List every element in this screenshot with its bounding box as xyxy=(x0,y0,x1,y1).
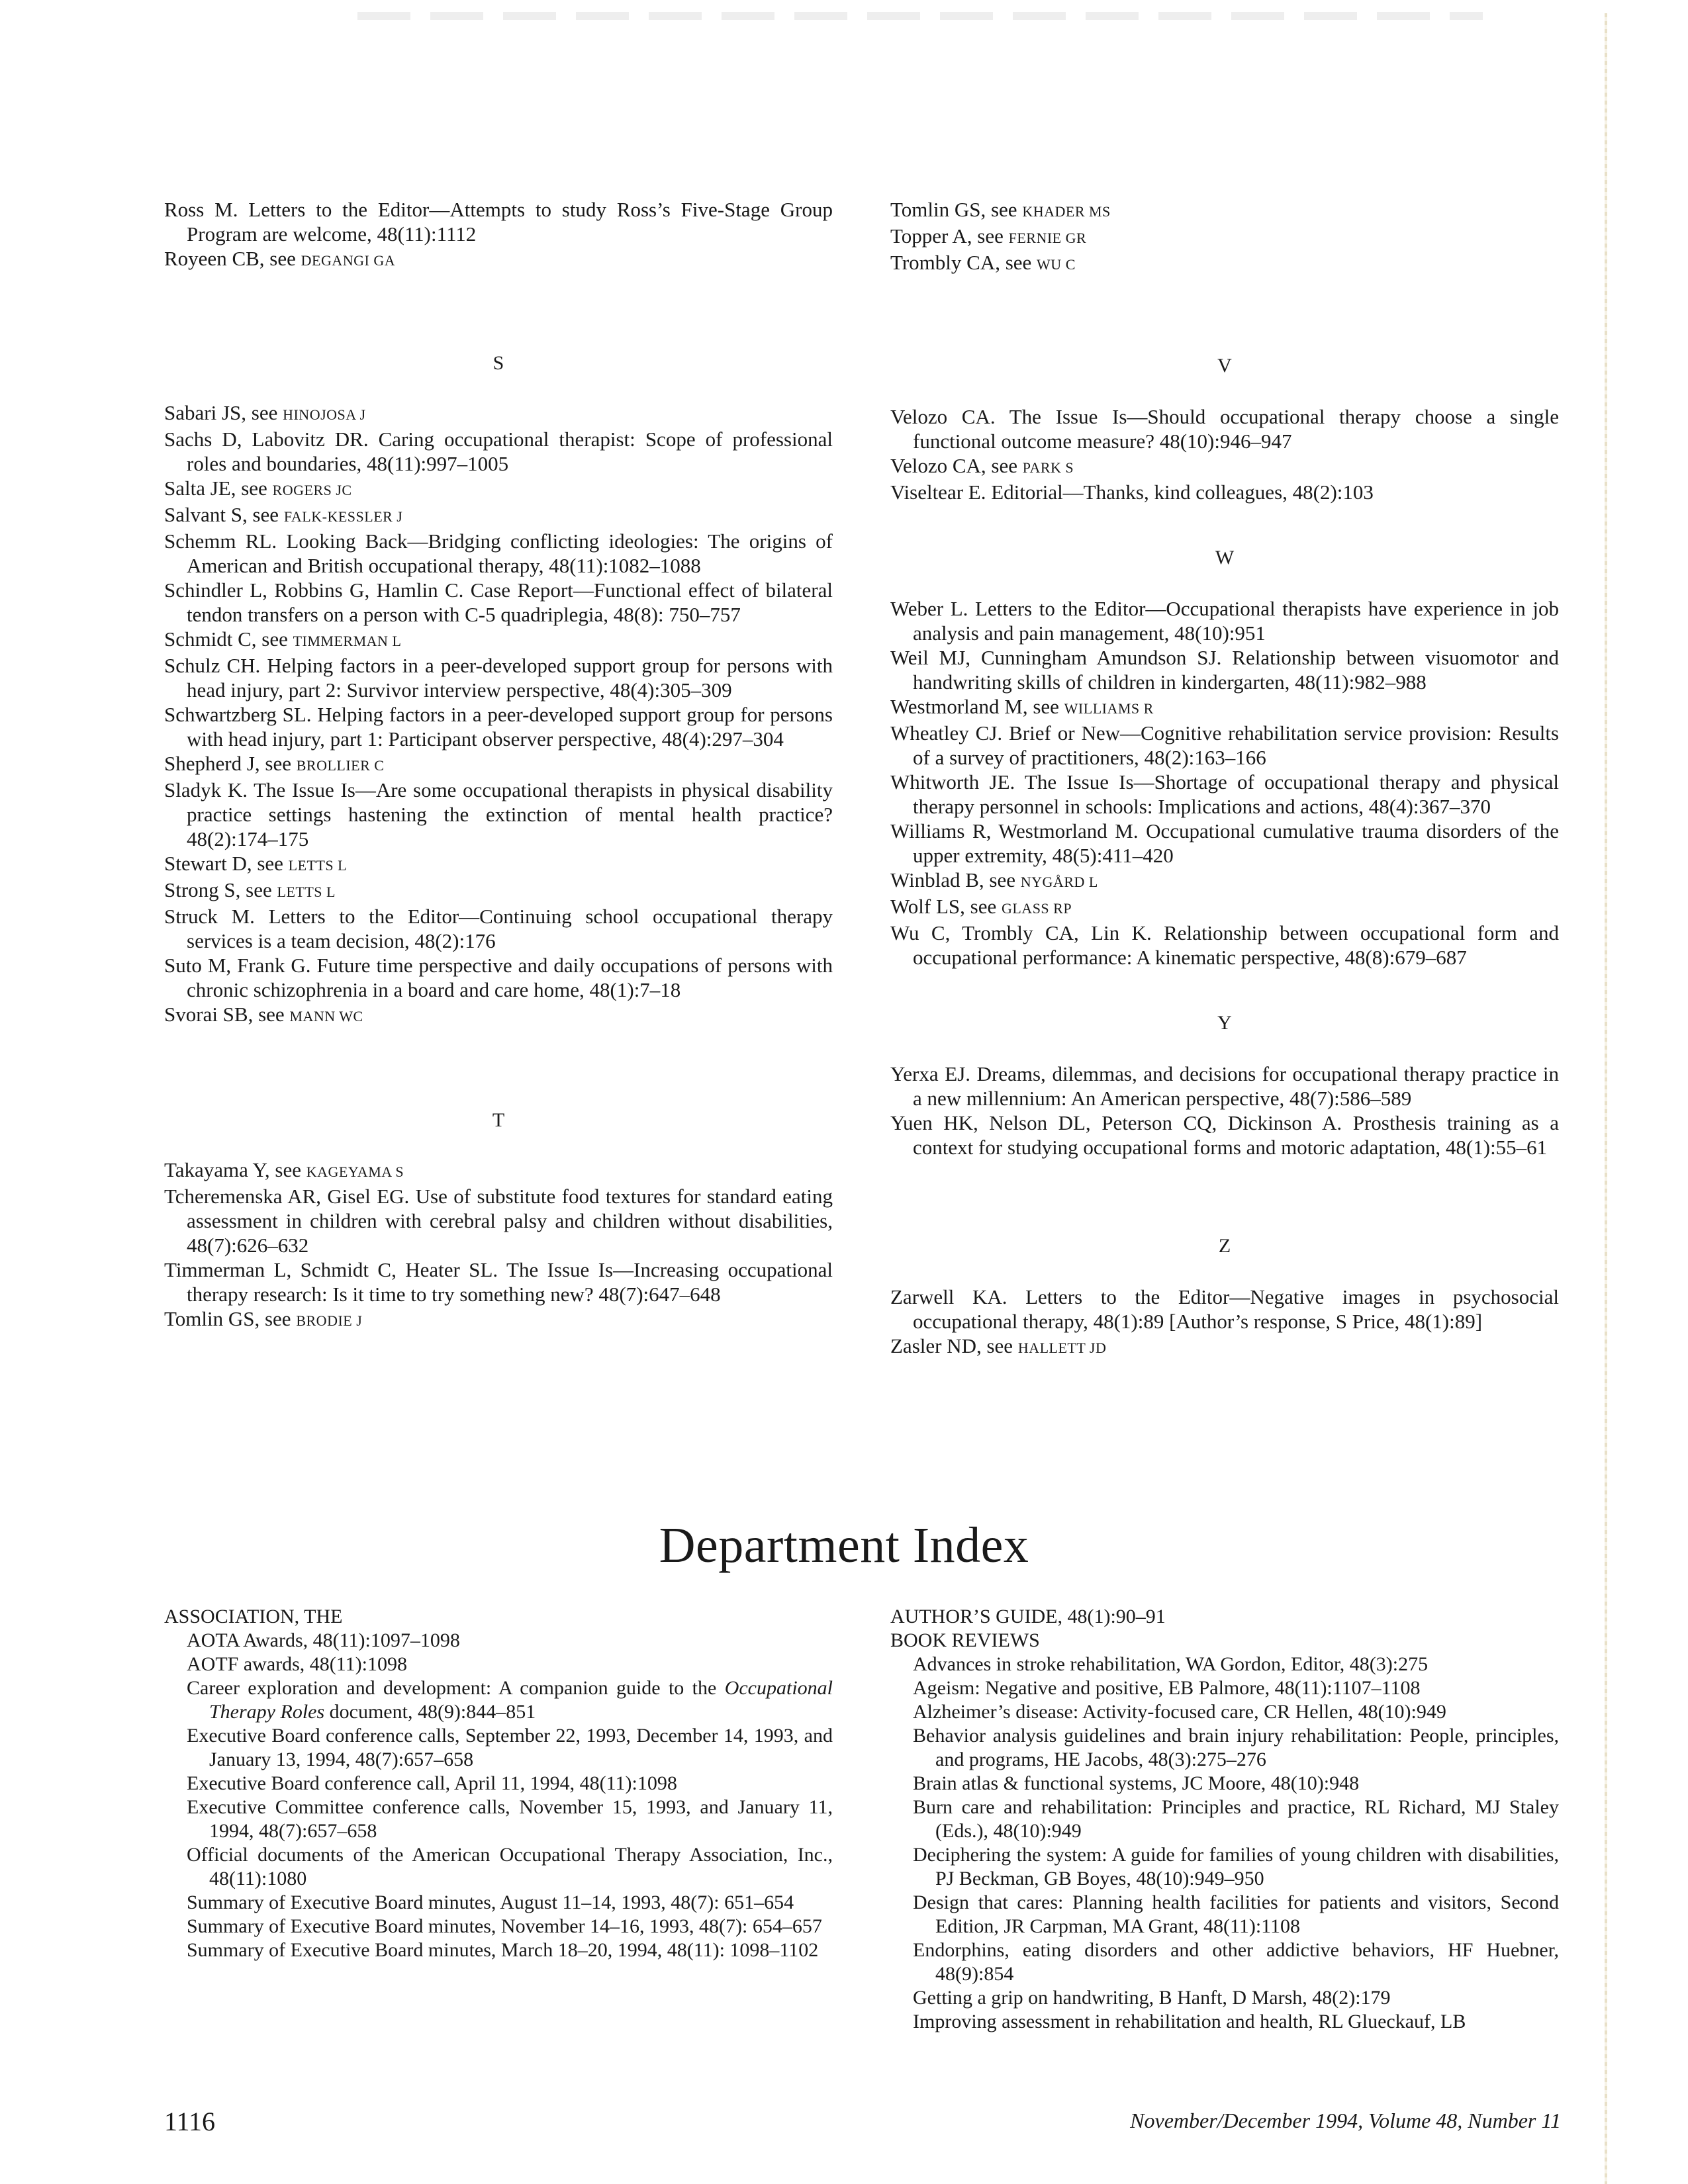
see-reference: DEGANGI GA xyxy=(301,252,396,269)
cross-reference-entry xyxy=(164,246,833,273)
entry-italic-title: Occupational Therapy Roles xyxy=(209,1677,833,1723)
department-entry: Summary of Executive Board minutes, August 11–14, 1993, 48(7): 651–654 xyxy=(187,1891,794,1913)
cross-reference-entry xyxy=(164,1002,833,1028)
cross-reference-entry xyxy=(890,868,1559,894)
index-entry: Weil MJ, Cunningham Amundson SJ. Relationship between visuomotor and handwriting skills of children in kindergarten, 48(11):982–988 xyxy=(890,646,1559,694)
cross-reference-entry xyxy=(890,453,1559,480)
cross-reference-entry xyxy=(164,627,833,653)
index-entry: Zarwell KA. Letters to the Editor—Negative images in psychosocial occupational therapy, 48(1):89 [Author’s response, S Price, 48(1):89] xyxy=(890,1285,1559,1333)
department-entry: Executive Board conference calls, September 22, 1993, December 14, 1993, and January 13, 1994, 48(7):657–658 xyxy=(187,1725,833,1770)
department-entry: Deciphering the system: A guide for families of young children with disabilities, PJ Beckman, GB Boyes, 48(10):949–950 xyxy=(913,1844,1559,1889)
issue-citation: November/December 1994, Volume 48, Number 11 xyxy=(1130,2109,1561,2132)
cross-reference-entry xyxy=(164,851,833,878)
index-entry: Sladyk K. The Issue Is—Are some occupational therapists in physical disability practice settings hastening the extinction of mental health practice? 48(2):174–175 xyxy=(164,778,833,850)
author-index-right-column xyxy=(890,197,1559,1360)
index-entry: Schemm RL. Looking Back—Bridging conflicting ideologies: The origins of American and British occupational therapy, 48(11):1082–1088 xyxy=(164,529,833,577)
department-entry: Alzheimer’s disease: Activity-focused care, CR Hellen, 48(10):949 xyxy=(913,1701,1446,1723)
index-entry: Timmerman L, Schmidt C, Heater SL. The Issue Is—Increasing occupational therapy research: Is it time to try something new? 48(7):647–648 xyxy=(164,1258,833,1306)
department-index-title: Department Index xyxy=(659,1518,1029,1573)
cross-reference-entry xyxy=(164,1158,833,1184)
author-index-left-column xyxy=(164,197,833,1333)
department-entry: Official documents of the American Occupational Therapy Association, Inc., 48(11):1080 xyxy=(187,1844,833,1889)
department-entry: Design that cares: Planning health facilities for patients and visitors, Second Edition, JR Carpman, MA Grant, 48(11):1108 xyxy=(913,1891,1559,1937)
author-name: Stewart D, see xyxy=(164,852,289,875)
index-entry: Viseltear E. Editorial—Thanks, kind colleagues, 48(2):103 xyxy=(890,480,1374,504)
section-letter: Y xyxy=(1217,1012,1232,1034)
index-entry: Suto M, Frank G. Future time perspective and daily occupations of persons with chronic schizophrenia in a board and care home, 48(1):7–18 xyxy=(164,954,833,1001)
author-name: Salta JE, see xyxy=(164,477,273,500)
author-name: Schmidt C, see xyxy=(164,627,293,651)
department-entry xyxy=(164,1676,833,1724)
author-name: Velozo CA, see xyxy=(890,454,1023,477)
department-entry: Improving assessment in rehabilitation and health, RL Glueckauf, LB xyxy=(913,2011,1466,2032)
cross-reference-entry xyxy=(890,1334,1559,1360)
see-reference: TIMMERMAN L xyxy=(293,633,402,649)
index-entry: Wheatley CJ. Brief or New—Cognitive rehabilitation service provision: Results of a survey of practitioners, 48(2):163–166 xyxy=(890,721,1559,769)
index-entry: Ross M. Letters to the Editor—Attempts to study Ross’s Five-Stage Group Program are welcome, 48(11):1112 xyxy=(164,198,833,246)
see-reference: HALLETT JD xyxy=(1017,1340,1107,1356)
see-reference: HINOJOSA J xyxy=(283,406,366,423)
author-name: Takayama Y, see xyxy=(164,1158,306,1181)
department-entry: Executive Committee conference calls, November 15, 1993, and January 11, 1994, 48(7):657–658 xyxy=(187,1796,833,1842)
see-reference: MANN WC xyxy=(289,1008,363,1024)
cross-reference-entry xyxy=(164,878,833,904)
author-name: Westmorland M, see xyxy=(890,695,1064,718)
page-number: 1116 xyxy=(164,2107,216,2136)
department-entry: Endorphins, eating disorders and other addictive behaviors, HF Huebner, 48(9):854 xyxy=(913,1939,1559,1985)
department-heading: AUTHOR’S GUIDE, 48(1):90–91 xyxy=(890,1606,1166,1627)
see-reference: LETTS L xyxy=(288,857,348,874)
see-reference: FERNIE GR xyxy=(1008,230,1087,246)
department-index-right-column xyxy=(890,1605,1559,2034)
cross-reference-entry xyxy=(164,400,833,427)
cross-reference-entry xyxy=(164,751,833,778)
cross-reference-entry xyxy=(890,894,1559,921)
index-entry: Williams R, Westmorland M. Occupational cumulative trauma disorders of the upper extremity, 48(5):411–420 xyxy=(890,819,1559,867)
department-entry: Behavior analysis guidelines and brain injury rehabilitation: People, principles, and programs, HE Jacobs, 48(3):275–276 xyxy=(913,1725,1559,1770)
index-entry: Schwartzberg SL. Helping factors in a peer-developed support group for persons with head injury, part 1: Participant observer perspective, 48(4):297–304 xyxy=(164,703,833,751)
author-name: Tomlin GS, see xyxy=(890,198,1023,221)
author-name: Winblad B, see xyxy=(890,868,1021,891)
see-reference: PARK S xyxy=(1022,459,1074,476)
author-name: Zasler ND, see xyxy=(890,1334,1018,1357)
department-index-left-column xyxy=(164,1605,833,1962)
author-name: Salvant S, see xyxy=(164,503,284,526)
section-letter: S xyxy=(492,352,504,374)
index-entry: Whitworth JE. The Issue Is—Shortage of occupational therapy and physical therapy personnel in schools: Implications and actions, 48(4):367–370 xyxy=(890,770,1559,818)
cross-reference-entry xyxy=(164,502,833,529)
author-name: Sabari JS, see xyxy=(164,401,283,424)
index-entry: Sachs D, Labovitz DR. Caring occupational therapist: Scope of professional roles and boundaries, 48(11):997–1005 xyxy=(164,428,833,475)
department-heading: ASSOCIATION, THE xyxy=(164,1606,343,1627)
author-name: Shepherd J, see xyxy=(164,752,297,775)
section-letter: W xyxy=(1215,547,1235,569)
see-reference: ROGERS JC xyxy=(272,482,352,498)
author-name: Trombly CA, see xyxy=(890,251,1037,274)
entry-text: Career exploration and development: A companion guide to the xyxy=(187,1677,725,1699)
department-entry: AOTF awards, 48(11):1098 xyxy=(187,1653,408,1675)
see-reference: FALK-KESSLER J xyxy=(283,508,403,525)
author-name: Tomlin GS, see xyxy=(164,1307,297,1330)
department-entry: Burn care and rehabilitation: Principles and practice, RL Richard, MJ Staley (Eds.), 48(10):949 xyxy=(913,1796,1559,1842)
department-entry: AOTA Awards, 48(11):1097–1098 xyxy=(187,1629,460,1651)
see-reference: KHADER MS xyxy=(1022,203,1111,220)
author-name: Royeen CB, see xyxy=(164,247,301,270)
department-heading: BOOK REVIEWS xyxy=(890,1629,1040,1651)
entry-text: document, 48(9):844–851 xyxy=(324,1701,536,1723)
scan-bleed-through xyxy=(357,12,1483,20)
see-reference: WILLIAMS R xyxy=(1064,700,1154,717)
see-reference: BRODIE J xyxy=(296,1312,363,1329)
see-reference: NYGÅRD L xyxy=(1020,874,1098,890)
department-entry: Getting a grip on handwriting, B Hanft, D Marsh, 48(2):179 xyxy=(913,1987,1391,2009)
department-entry: Brain atlas & functional systems, JC Moore, 48(10):948 xyxy=(913,1772,1360,1794)
index-entry: Tcheremenska AR, Gisel EG. Use of substitute food textures for standard eating assessment in children with cerebral palsy and children without disabilities, 48(7):626–632 xyxy=(164,1185,833,1257)
page-edge xyxy=(1605,13,1607,2184)
index-entry: Schindler L, Robbins G, Hamlin C. Case Report—Functional effect of bilateral tendon transfers on a person with C-5 quadriplegia, 48(8): 750–757 xyxy=(164,578,833,626)
see-reference: WU C xyxy=(1037,256,1076,273)
department-entry: Advances in stroke rehabilitation, WA Gordon, Editor, 48(3):275 xyxy=(913,1653,1429,1675)
index-entry: Schulz CH. Helping factors in a peer-developed support group for persons with head injury, part 2: Survivor interview perspective, 48(4):305–309 xyxy=(164,654,833,702)
author-name: Wolf LS, see xyxy=(890,895,1002,918)
author-name: Strong S, see xyxy=(164,878,277,901)
see-reference: LETTS L xyxy=(277,884,336,900)
department-entry: Ageism: Negative and positive, EB Palmore, 48(11):1107–1108 xyxy=(913,1677,1421,1699)
index-entry: Yerxa EJ. Dreams, dilemmas, and decisions for occupational therapy practice in a new millennium: An American perspective, 48(7):586–589 xyxy=(890,1062,1559,1110)
cross-reference-entry xyxy=(890,250,1559,277)
author-name: Topper A, see xyxy=(890,224,1009,248)
section-letter: V xyxy=(1217,355,1232,377)
cross-reference-entry xyxy=(890,224,1559,250)
department-entry: Summary of Executive Board minutes, November 14–16, 1993, 48(7): 654–657 xyxy=(187,1915,822,1937)
see-reference: GLASS RP xyxy=(1001,900,1072,917)
section-letter: Z xyxy=(1218,1235,1231,1257)
index-entry: Yuen HK, Nelson DL, Peterson CQ, Dickinson A. Prosthesis training as a context for studying occupational forms and motoric adaptation, 48(1):55–61 xyxy=(890,1111,1559,1159)
index-entry: Wu C, Trombly CA, Lin K. Relationship between occupational form and occupational performance: A kinematic perspective, 48(8):679–687 xyxy=(890,921,1559,969)
index-entry: Weber L. Letters to the Editor—Occupational therapists have experience in job analysis and pain management, 48(10):951 xyxy=(890,597,1559,645)
cross-reference-entry xyxy=(890,197,1559,224)
index-entry: Struck M. Letters to the Editor—Continuing school occupational therapy services is a team decision, 48(2):176 xyxy=(164,905,833,952)
index-entry: Velozo CA. The Issue Is—Should occupational therapy choose a single functional outcome measure? 48(10):946–947 xyxy=(890,405,1559,453)
cross-reference-entry xyxy=(164,1306,833,1333)
cross-reference-entry xyxy=(890,694,1559,721)
see-reference: KAGEYAMA S xyxy=(306,1163,404,1180)
author-name: Svorai SB, see xyxy=(164,1003,290,1026)
department-entry: Summary of Executive Board minutes, March 18–20, 1994, 48(11): 1098–1102 xyxy=(187,1939,819,1961)
department-entry: Executive Board conference call, April 11, 1994, 48(11):1098 xyxy=(187,1772,677,1794)
section-letter: T xyxy=(492,1109,505,1131)
see-reference: BROLLIER C xyxy=(296,757,385,774)
cross-reference-entry xyxy=(164,476,833,502)
